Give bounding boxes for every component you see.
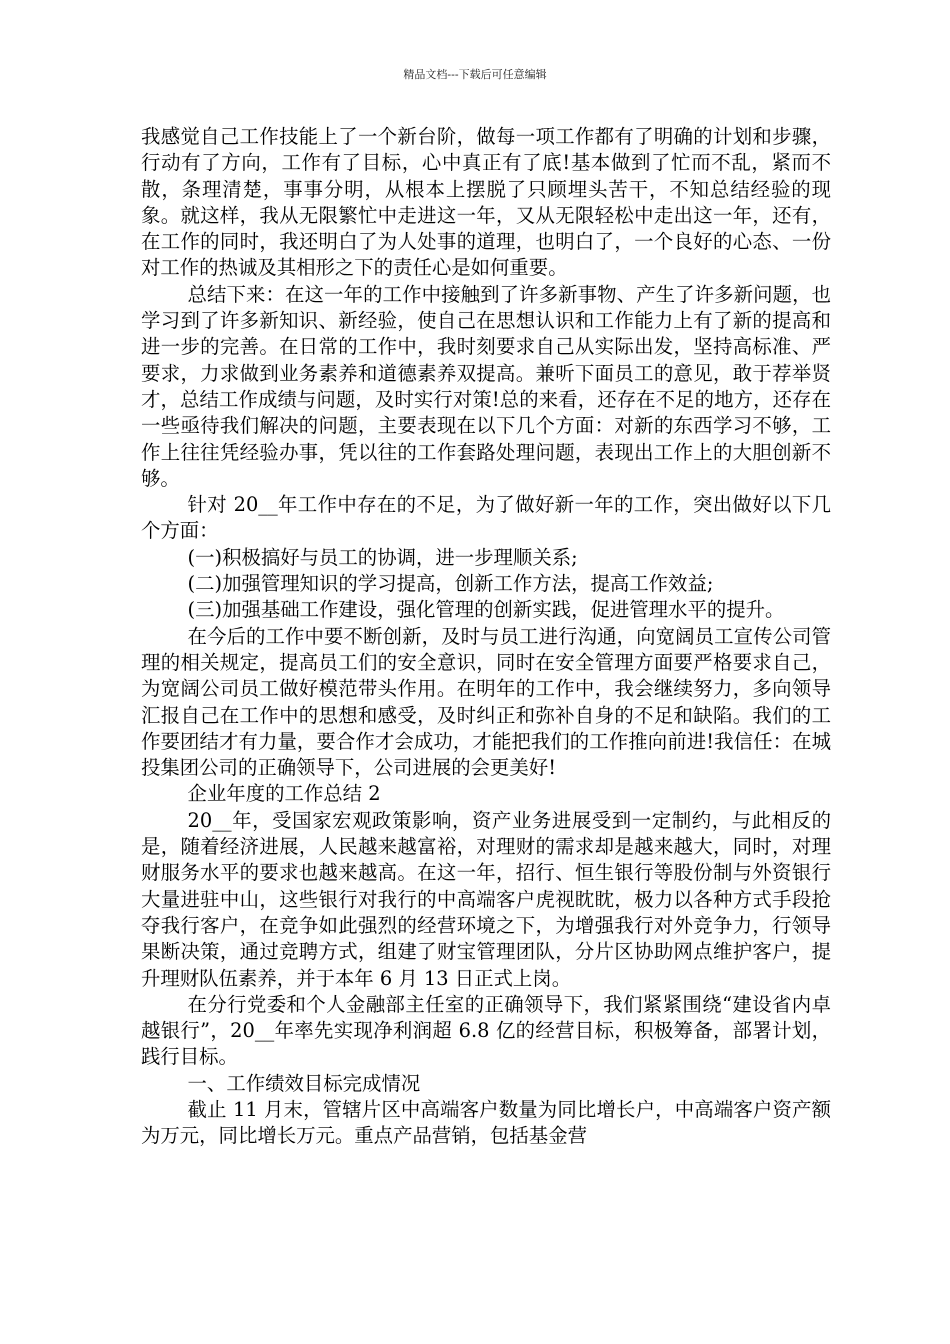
paragraph-2: 总结下来：在这一年的工作中接触到了许多新事物、产生了许多新问题，也学习到了许多新知识、新经验，使自己在思想认识和工作能力上有了新的提高和进一步的完善。在日常的工作中，我时刻要求自己从实际出发，坚持高标准、严要求，力求做到业务素养和道德素养双提高。兼听下面员工的意见，敢于荐举贤才，总结工作成绩与问题，及时实行对策!总的来看，还存在不足的地方，还存在一些亟待我们解决的问题，主要表现在以下几个方面：对新的东西学习不够，工作上往往凭经验办事，凭以往的工作套路处理问题，表现出工作上的大胆创新不够。 [141,282,831,490]
page-header: 精品文档---下载后可任意编辑 [403,68,547,81]
section-title: 企业年度的工作总结 2 [187,782,381,806]
list-item-1: (一)积极搞好与员工的协调，进一步理顺关系; [187,545,578,569]
paragraph-1: 我感觉自己工作技能上了一个新台阶，做每一项工作都有了明确的计划和步骤，行动有了方向，工作有了目标，心中真正有了底!基本做到了忙而不乱，紧而不散，条理清楚，事事分明，从根本上摆脱了只顾埋头苦干，不知总结经验的现象。就这样，我从无限繁忙中走进这一年，又从无限轻松中走出这一年，还有，在工作的同时，我还明白了为人处事的道理，也明白了，一个良好的心态、一份对工作的热诚及其相形之下的责任心是如何重要。 [141,125,831,280]
subsection-title: 一、工作绩效目标完成情况 [187,1071,421,1095]
paragraph-5: 20__年，受国家宏观政策影响，资产业务进展受到一定制约，与此相反的是，随着经济进展，人民越来越富裕，对理财的需求却是越来越大，同时，对理财服务水平的要求也越来越高。在这一年，招行、恒生银行等股份制与外资银行大量进驻中山，这些银行对我行的中高端客户虎视眈眈，极力以各种方式手段抢夺我行客户，在竞争如此强烈的经营环境之下，为增强我行对外竞争力，行领导果断决策，通过竞聘方式，组建了财宝管理团队，分片区协助网点维护客户，提升理财队伍素养，并于本年 6 月 13 日正式上岗。 [141,808,831,990]
paragraph-3: 针对 20__年工作中存在的不足，为了做好新一年的工作，突出做好以下几个方面： [141,493,831,543]
paragraph-4: 在今后的工作中要不断创新，及时与员工进行沟通，向宽阔员工宣传公司管理的相关规定，提高员工们的安全意识，同时在安全管理方面要严格要求自己，为宽阔公司员工做好模范带头作用。在明年的工作中，我会继续努力，多向领导汇报自己在工作中的思想和感受，及时纠正和弥补自身的不足和缺陷。我们的工作要团结才有力量，要合作才会成功，才能把我们的工作推向前进!我信任：在城投集团公司的正确领导下，公司进展的会更美好! [141,624,831,780]
paragraph-6: 在分行党委和个人金融部主任室的正确领导下，我们紧紧围绕“建设省内卓越银行”，20__年率先实现净利润超 6.8 亿的经营目标，积极筹备，部署计划，践行目标。 [141,992,831,1069]
paragraph-7: 截止 11 月末，管辖片区中高端客户数量为同比增长户，中高端客户资产额为万元，同比增长万元。重点产品营销，包括基金营 [141,1097,831,1148]
list-item-2: (二)加强管理知识的学习提高，创新工作方法，提高工作效益; [187,572,714,596]
document-body [141,124,831,1150]
list-item-3: (三)加强基础工作建设，强化管理的创新实践，促进管理水平的提升。 [187,598,785,622]
